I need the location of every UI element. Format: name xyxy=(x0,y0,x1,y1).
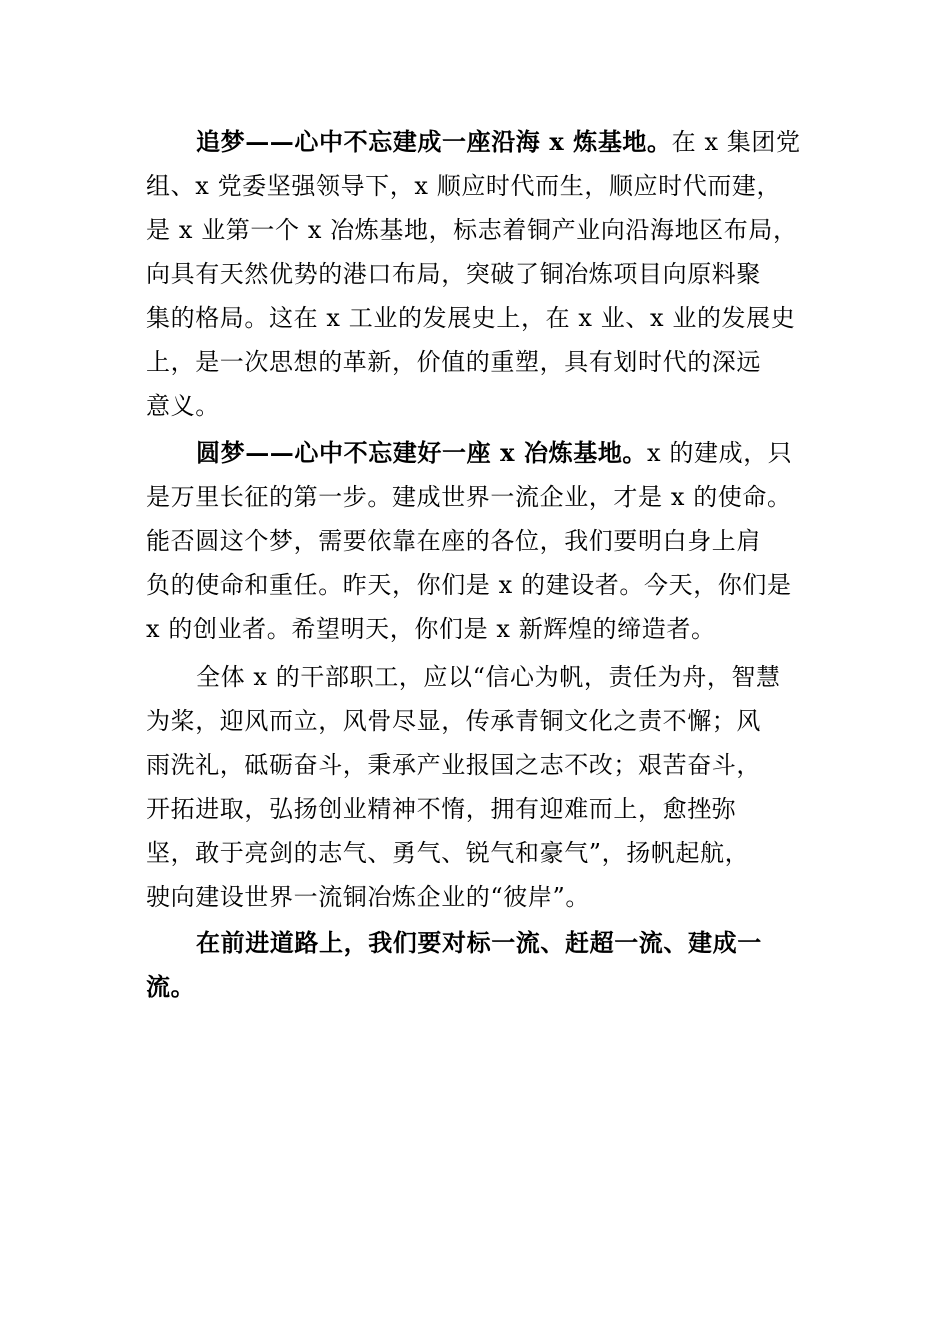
paragraph-1-heading: 追梦——心中不忘建成一座沿海 x 炼基地。 xyxy=(196,127,672,156)
paragraph-1-line-4: 向具有天然优势的港口布局，突破了铜冶炼项目向原料聚 xyxy=(146,260,761,288)
paragraph-2-line-2: 是万里长征的第一步。建成世界一流企业，才是 x 的使命。 xyxy=(146,483,792,511)
paragraph-1-text: 在 x 集团党 xyxy=(671,128,801,156)
paragraph-4-line-1: 在前进道路上，我们要对标一流、赶超一流、建成一 xyxy=(196,928,762,957)
paragraph-1-line-7: 意义。 xyxy=(146,392,220,420)
paragraph-3-line-3: 雨洗礼，砥砺奋斗，秉承产业报国之志不改；艰苦奋斗， xyxy=(146,751,761,779)
paragraph-3-line-4: 开拓进取，弘扬创业精神不惰，拥有迎难而上，愈挫弥 xyxy=(146,795,737,823)
paragraph-4-line-2: 流。 xyxy=(146,972,196,1001)
paragraph-1-line-3: 是 x 业第一个 x 冶炼基地，标志着铜产业向沿海地区布局， xyxy=(146,216,798,244)
paragraph-2-line-1 xyxy=(196,438,792,468)
paragraph-3-line-1: 全体 x 的干部职工，应以“信心为帆，责任为舟，智慧 xyxy=(196,663,781,691)
paragraph-2-line-5: x 的创业者。希望明天，你们是 x 新辉煌的缔造者。 xyxy=(146,615,716,643)
paragraph-2-text: x 的建成，只 xyxy=(647,439,793,467)
paragraph-2-heading: 圆梦——心中不忘建好一座 x 冶炼基地。 xyxy=(196,438,648,467)
paragraph-1-line-5: 集的格局。这在 x 工业的发展史上，在 x 业、x 业的发展史 xyxy=(146,304,796,332)
paragraph-1-line-2: 组、x 党委坚强领导下，x 顺应时代而生，顺应时代而建， xyxy=(146,172,782,200)
paragraph-3-line-2: 为桨，迎风而立，风骨尽显，传承青铜文化之责不懈；风 xyxy=(146,707,761,735)
paragraph-3-line-5: 坚，敢于亮剑的志气、勇气、锐气和豪气”，扬帆起航， xyxy=(146,839,750,867)
paragraph-1-line-6: 上，是一次思想的革新，价值的重塑，具有划时代的深远 xyxy=(146,348,761,376)
paragraph-2-line-3: 能否圆这个梦，需要依靠在座的各位，我们要明白身上肩 xyxy=(146,527,761,555)
paragraph-1-line-1 xyxy=(196,127,801,157)
paragraph-2-line-4: 负的使命和重任。昨天，你们是 x 的建设者。今天，你们是 xyxy=(146,571,792,599)
paragraph-3-line-6: 驶向建设世界一流铜冶炼企业的“彼岸”。 xyxy=(146,883,590,911)
